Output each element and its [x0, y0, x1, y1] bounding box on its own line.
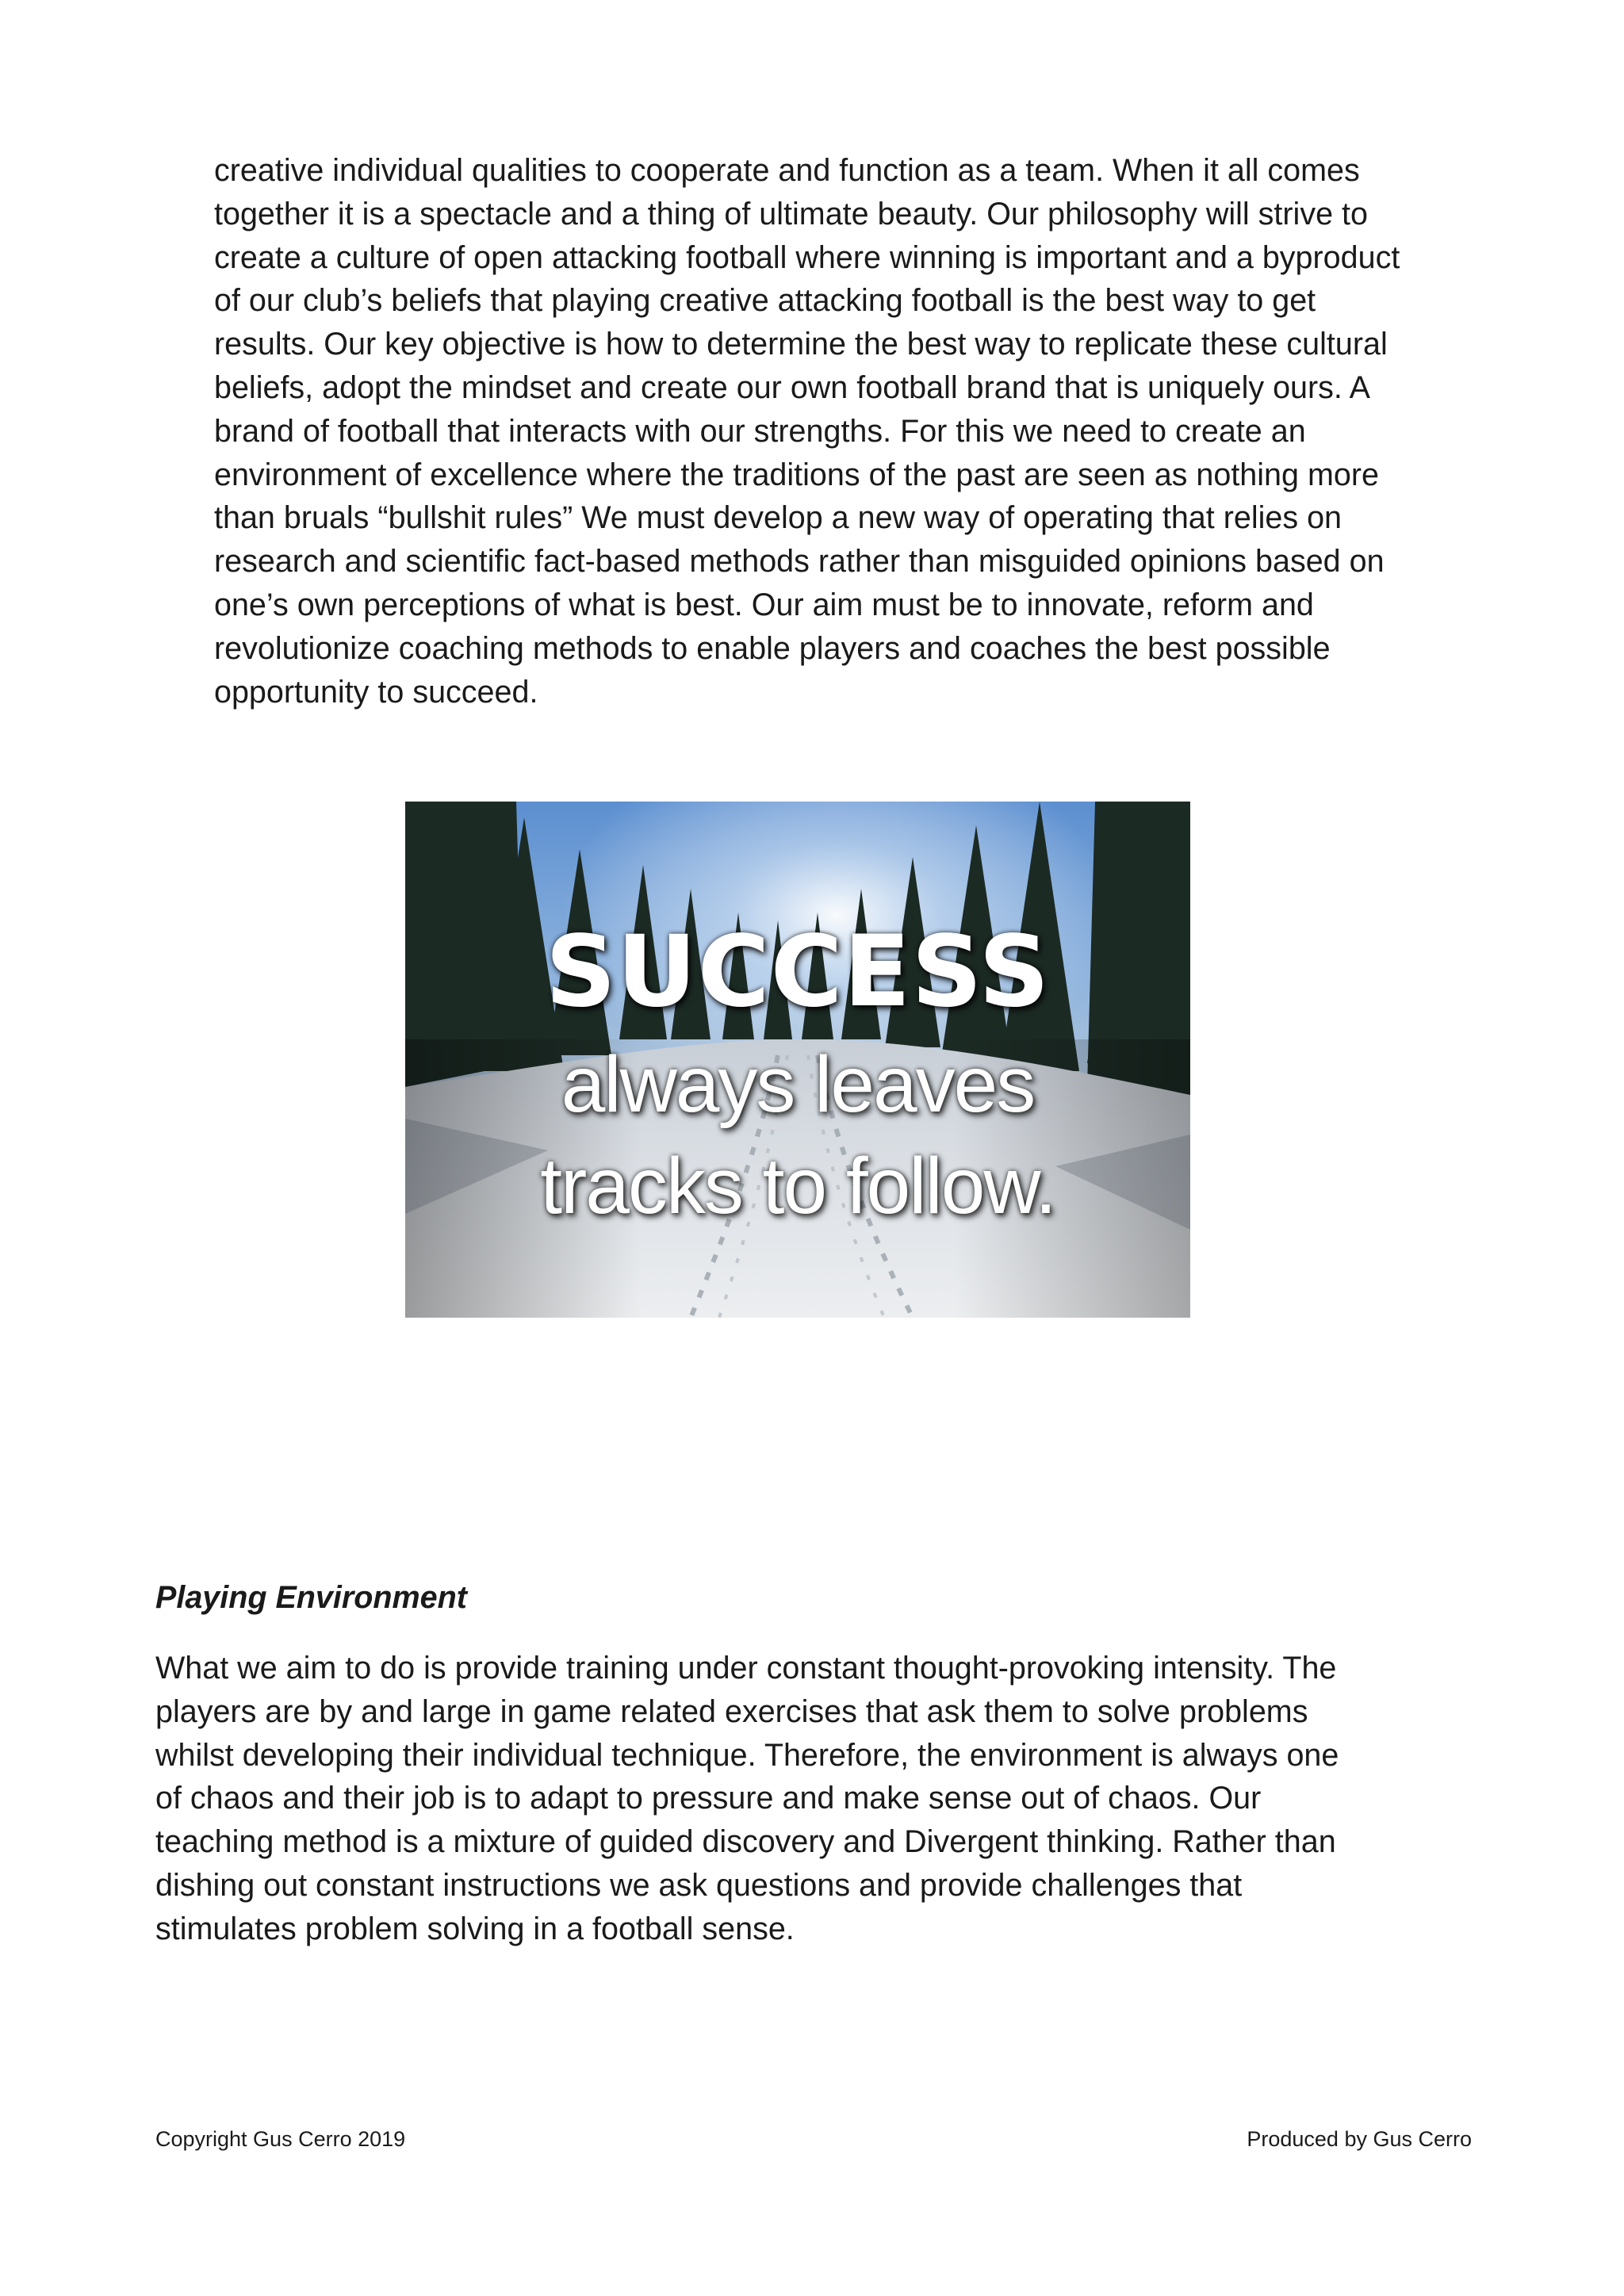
environment-paragraph	[155, 1647, 1464, 1951]
intro-line: creative individual qualities to cooperate and function as a team. When it all comes	[214, 153, 1360, 188]
environment-line: teaching method is a mixture of guided discovery and Divergent thinking. Rather than	[155, 1824, 1336, 1860]
intro-line: results. Our key objective is how to determine the best way to replicate these cultural	[214, 327, 1388, 362]
intro-paragraph	[214, 149, 1483, 714]
quote-line-2: always leaves	[561, 1040, 1035, 1129]
environment-line: What we aim to do is provide training under constant thought-provoking intensity. The	[155, 1651, 1337, 1686]
quote-line-1: SUCCESS	[545, 915, 1051, 1029]
intro-line: of our club’s beliefs that playing creative attacking football is the best way to get	[214, 283, 1316, 319]
footer-producer: Produced by Gus Cerro	[1247, 2127, 1472, 2151]
intro-line: opportunity to succeed.	[214, 674, 538, 710]
intro-line: together it is a spectacle and a thing of ultimate beauty. Our philosophy will strive to	[214, 196, 1368, 232]
environment-line: dishing out constant instructions we ask questions and provide challenges that	[155, 1867, 1243, 1903]
intro-line: one’s own perceptions of what is best. Our aim must be to innovate, reform and	[214, 587, 1314, 622]
quote-overlay	[405, 802, 1190, 1318]
footer-copyright: Copyright Gus Cerro 2019	[155, 2127, 406, 2151]
intro-line: environment of excellence where the traditions of the past are seen as nothing more	[214, 457, 1379, 492]
intro-line: than bruals “bullshit rules” We must develop a new way of operating that relies on	[214, 500, 1342, 536]
intro-line: beliefs, adopt the mindset and create our own football brand that is uniquely ours. A	[214, 369, 1371, 405]
quote-line-3: tracks to follow.	[540, 1142, 1055, 1230]
success-quote-image	[405, 802, 1190, 1318]
intro-line: research and scientific fact-based methods rather than misguided opinions based on	[214, 544, 1385, 580]
environment-line: stimulates problem solving in a football sense.	[155, 1911, 795, 1946]
environment-line: players are by and large in game related exercises that ask them to solve problems	[155, 1693, 1308, 1729]
intro-line: brand of football that interacts with our strengths. For this we need to create an	[214, 413, 1306, 449]
intro-line: create a culture of open attacking football where winning is important and a byproduct	[214, 239, 1400, 275]
intro-line: revolutionize coaching methods to enable players and coaches the best possible	[214, 630, 1331, 666]
environment-line: whilst developing their individual technique. Therefore, the environment is always one	[155, 1737, 1339, 1773]
section-heading: Playing Environment	[155, 1580, 467, 1615]
environment-line: of chaos and their job is to adapt to pressure and make sense out of chaos. Our	[155, 1781, 1262, 1816]
